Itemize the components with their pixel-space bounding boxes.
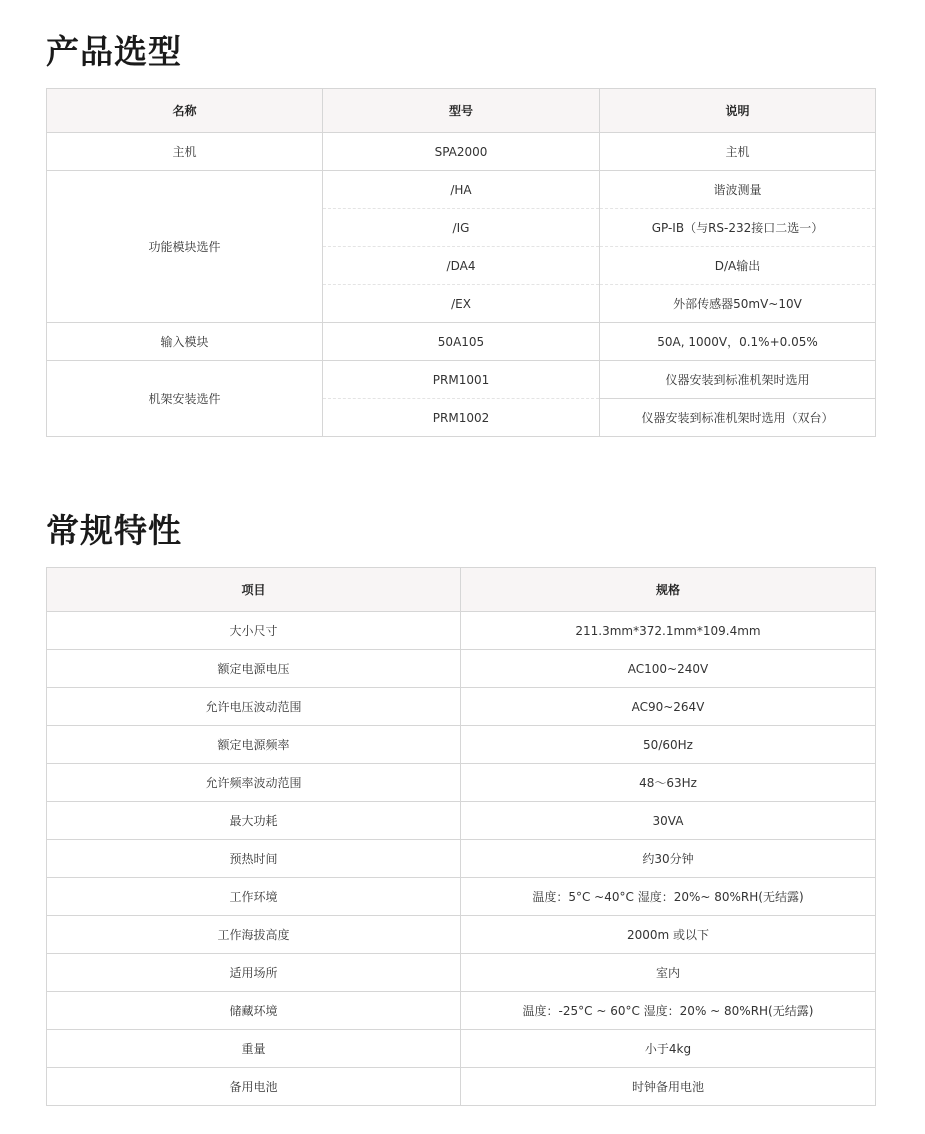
cell-value: 211.3mm*372.1mm*109.4mm xyxy=(461,612,876,650)
cell-desc: 主机 xyxy=(600,133,876,171)
table-row xyxy=(47,764,876,802)
cell-name: 输入模块 xyxy=(47,323,323,361)
table-row xyxy=(47,726,876,764)
cell-model: PRM1002 xyxy=(323,399,600,437)
cell-value: 温度：5°C ~40°C 湿度：20%~ 80%RH(无结露) xyxy=(461,878,876,916)
specs-table xyxy=(46,567,876,1106)
column-header-spec: 规格 xyxy=(461,568,876,612)
table-row xyxy=(47,840,876,878)
cell-item: 储藏环境 xyxy=(47,992,461,1030)
table-header-row xyxy=(47,568,876,612)
cell-name: 机架安装选件 xyxy=(47,361,323,437)
table-row xyxy=(47,323,876,361)
cell-desc: D/A输出 xyxy=(600,247,876,285)
cell-model: SPA2000 xyxy=(323,133,600,171)
cell-item: 工作海拔高度 xyxy=(47,916,461,954)
cell-value: 室内 xyxy=(461,954,876,992)
cell-name: 功能模块选件 xyxy=(47,171,323,323)
column-header-desc: 说明 xyxy=(600,89,876,133)
cell-item: 最大功耗 xyxy=(47,802,461,840)
cell-value: 约30分钟 xyxy=(461,840,876,878)
cell-value: 50/60Hz xyxy=(461,726,876,764)
cell-value: AC90~264V xyxy=(461,688,876,726)
cell-desc: 50A, 1000V，0.1%+0.05% xyxy=(600,323,876,361)
table-row xyxy=(47,878,876,916)
table-row xyxy=(47,1030,876,1068)
cell-item: 允许电压波动范围 xyxy=(47,688,461,726)
cell-item: 额定电源频率 xyxy=(47,726,461,764)
cell-model: /DA4 xyxy=(323,247,600,285)
table-header-row xyxy=(47,89,876,133)
table-row xyxy=(47,688,876,726)
cell-item: 预热时间 xyxy=(47,840,461,878)
table-row xyxy=(47,992,876,1030)
cell-item: 大小尺寸 xyxy=(47,612,461,650)
section-title-selection: 产品选型 xyxy=(46,32,182,71)
cell-desc: 谐波测量 xyxy=(600,171,876,209)
selection-table xyxy=(46,88,876,437)
cell-item: 重量 xyxy=(47,1030,461,1068)
cell-item: 工作环境 xyxy=(47,878,461,916)
cell-desc: 仪器安装到标准机架时选用 xyxy=(600,361,876,399)
cell-value: 温度：-25°C ~ 60°C 湿度：20% ~ 80%RH(无结露) xyxy=(461,992,876,1030)
cell-value: 30VA xyxy=(461,802,876,840)
table-row xyxy=(47,612,876,650)
table-row xyxy=(47,133,876,171)
cell-item: 备用电池 xyxy=(47,1068,461,1106)
table-row xyxy=(47,802,876,840)
cell-value: 2000m 或以下 xyxy=(461,916,876,954)
cell-value: 48～63Hz xyxy=(461,764,876,802)
cell-model: /HA xyxy=(323,171,600,209)
cell-value: 时钟备用电池 xyxy=(461,1068,876,1106)
cell-value: AC100~240V xyxy=(461,650,876,688)
cell-item: 额定电源电压 xyxy=(47,650,461,688)
cell-desc: 外部传感器50mV~10V xyxy=(600,285,876,323)
cell-model: /EX xyxy=(323,285,600,323)
column-header-item: 项目 xyxy=(47,568,461,612)
table-row xyxy=(47,171,876,209)
cell-model: /IG xyxy=(323,209,600,247)
table-row xyxy=(47,1068,876,1106)
cell-value: 小于4kg xyxy=(461,1030,876,1068)
cell-item: 适用场所 xyxy=(47,954,461,992)
section-title-specs: 常规特性 xyxy=(46,511,182,550)
cell-name: 主机 xyxy=(47,133,323,171)
cell-model: 50A105 xyxy=(323,323,600,361)
column-header-name: 名称 xyxy=(47,89,323,133)
table-row xyxy=(47,954,876,992)
column-header-model: 型号 xyxy=(323,89,600,133)
table-row xyxy=(47,916,876,954)
table-row xyxy=(47,650,876,688)
table-row xyxy=(47,361,876,399)
cell-item: 允许频率波动范围 xyxy=(47,764,461,802)
cell-desc: 仪器安装到标准机架时选用（双台） xyxy=(600,399,876,437)
cell-model: PRM1001 xyxy=(323,361,600,399)
cell-desc: GP-IB（与RS-232接口二选一） xyxy=(600,209,876,247)
